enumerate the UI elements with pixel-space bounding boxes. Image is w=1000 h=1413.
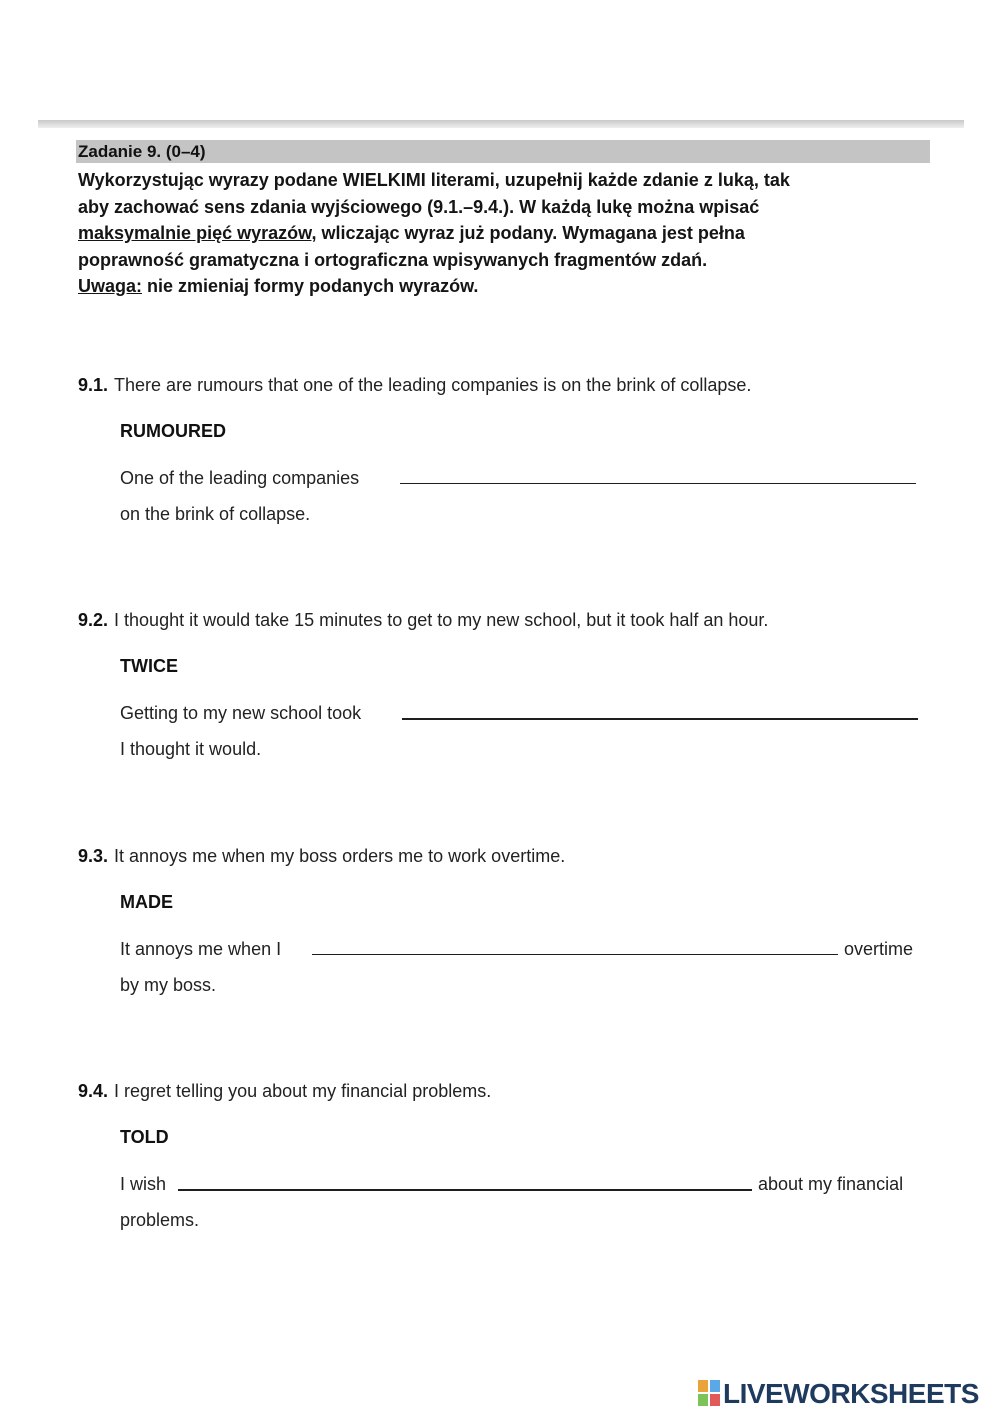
gap-suffix: about my financial bbox=[758, 1174, 904, 1194]
liveworksheets-brand[interactable] bbox=[698, 1378, 979, 1410]
gap-continuation: on the brink of collapse. bbox=[120, 504, 311, 524]
max-words-note: maksymalnie pięć wyrazów bbox=[78, 223, 312, 243]
question-number: 9.4. bbox=[78, 1081, 109, 1101]
question-sentence: I thought it would take 15 minutes to get to my new school, but it took half an hour. bbox=[114, 610, 769, 630]
question-sentence: It annoys me when my boss orders me to work overtime. bbox=[114, 846, 566, 866]
instructions-line-3: maksymalnie pięć wyrazów, wliczając wyraz już podany. Wymagana jest pełna bbox=[78, 223, 745, 243]
instructions-line-1: Wykorzystując wyrazy podane WIELKIMI literami, uzupełnij każde zdanie z luką, tak bbox=[78, 170, 790, 190]
liveworksheets-logo-icon bbox=[698, 1380, 720, 1406]
task-instructions bbox=[78, 167, 938, 300]
gap-suffix: overtime bbox=[844, 939, 914, 959]
task-title: Zadanie 9. (0–4) bbox=[78, 142, 206, 161]
keyword: TOLD bbox=[120, 1127, 169, 1147]
gap-prefix: I wish bbox=[120, 1174, 167, 1194]
question-sentence: There are rumours that one of the leading companies is on the brink of collapse. bbox=[114, 375, 752, 395]
keyword: RUMOURED bbox=[120, 421, 226, 441]
question-stem bbox=[78, 375, 751, 396]
keyword: MADE bbox=[120, 892, 173, 912]
instructions-line-4: poprawność gramatyczna i ortograficzna wpisywanych fragmentów zdań. bbox=[78, 249, 708, 270]
question-stem bbox=[78, 846, 565, 867]
question-number: 9.3. bbox=[78, 846, 109, 866]
brand-text: LIVEWORKSHEETS bbox=[723, 1378, 979, 1409]
question-number: 9.2. bbox=[78, 610, 109, 630]
instructions-line-2: aby zachować sens zdania wyjściowego (9.1.–9.4.). W każdą lukę można wpisać bbox=[78, 196, 760, 217]
instructions-line-5: Uwaga: nie zmieniaj formy podanych wyrazów. bbox=[78, 276, 479, 296]
answer-gap-9-2[interactable] bbox=[402, 718, 918, 720]
question-number: 9.1. bbox=[78, 375, 109, 395]
gap-continuation: problems. bbox=[120, 1210, 200, 1230]
answer-gap-9-3[interactable] bbox=[312, 954, 838, 955]
keyword: TWICE bbox=[120, 656, 178, 676]
answer-gap-9-1[interactable] bbox=[400, 483, 916, 484]
question-sentence: I regret telling you about my financial problems. bbox=[114, 1081, 492, 1101]
gap-continuation: by my boss. bbox=[120, 975, 217, 995]
task-header bbox=[76, 140, 930, 163]
note-label: Uwaga: bbox=[78, 276, 143, 296]
question-stem bbox=[78, 1081, 491, 1102]
gap-prefix: One of the leading companies bbox=[120, 468, 360, 488]
gap-prefix: It annoys me when I bbox=[120, 939, 282, 959]
top-divider bbox=[38, 120, 964, 128]
gap-prefix: Getting to my new school took bbox=[120, 703, 362, 723]
gap-continuation: I thought it would. bbox=[120, 739, 262, 759]
question-stem bbox=[78, 610, 768, 631]
answer-gap-9-4[interactable] bbox=[178, 1189, 752, 1191]
